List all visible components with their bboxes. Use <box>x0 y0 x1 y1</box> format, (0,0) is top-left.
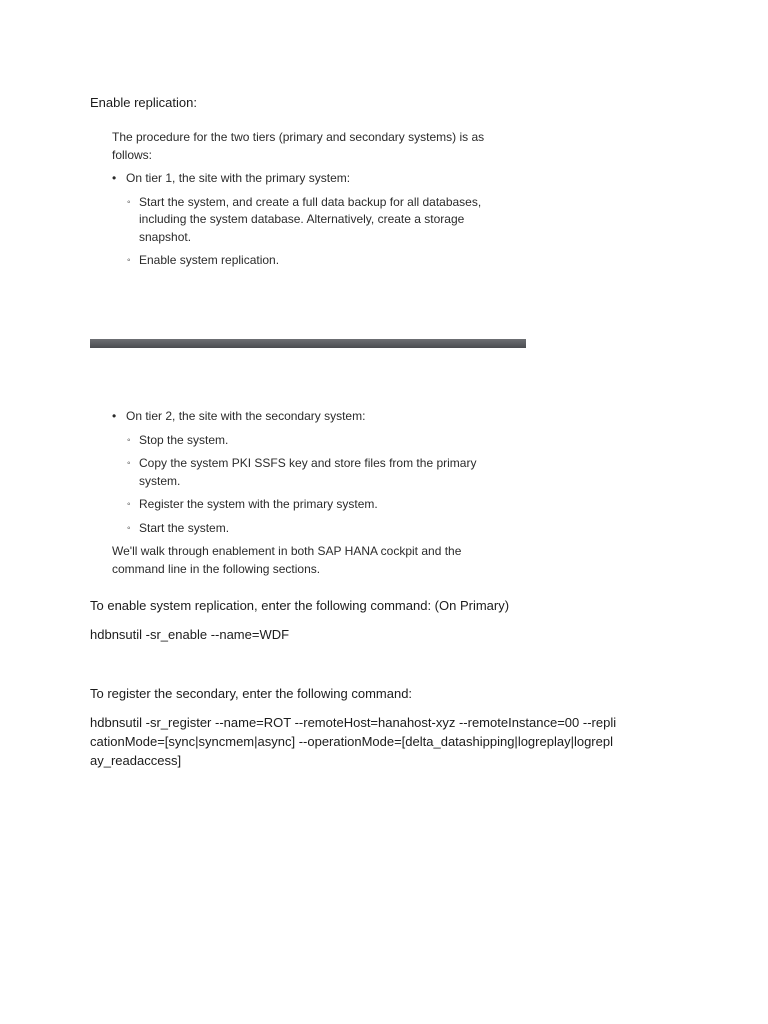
secondary-command: hdbnsutil -sr_register --name=ROT --remoteHost=hanahost-xyz --remoteInstance=00 --replicationMode=[sync|syncmem|async] --operationMode=[delta_datashipping|logreplay|logreplay_readaccess] <box>90 715 617 768</box>
tier2-step <box>112 432 492 450</box>
tier2-step <box>112 455 494 490</box>
bullet-icon: • <box>112 409 117 423</box>
sub-bullet-icon: ◦ <box>127 196 131 208</box>
tier1-step-text: Start the system, and create a full data backup for all databases, including the system database. Alternatively, create a storage snapshot. <box>139 194 482 244</box>
tier2-step-text: Start the system. <box>139 520 230 535</box>
sub-bullet-icon: ◦ <box>127 255 131 266</box>
sub-bullet-icon: ◦ <box>127 522 131 534</box>
sub-bullet-icon: ◦ <box>127 458 131 469</box>
tier1-line: On tier 1, the site with the primary system: <box>126 171 351 185</box>
tier1-step <box>112 252 492 270</box>
tier1-step-text: Enable system replication. <box>139 253 280 267</box>
secondary-instruction: To register the secondary, enter the following command: <box>90 686 413 701</box>
sub-bullet-icon: ◦ <box>127 434 131 446</box>
tier2-step <box>112 496 492 514</box>
tier2-step-text: Copy the system PKI SSFS key and store files from the primary system. <box>139 456 477 488</box>
tier2-step-text: Register the system with the primary system. <box>139 497 378 511</box>
tier1-step <box>112 194 489 247</box>
bullet-icon: • <box>112 171 117 185</box>
sub-bullet-icon: ◦ <box>127 499 131 510</box>
tier2-bullet <box>112 408 492 426</box>
tier2-step-text: Stop the system. <box>139 432 229 447</box>
primary-instruction: To enable system replication, enter the following command: (On Primary) <box>90 598 510 613</box>
procedure-intro: The procedure for the two tiers (primary and secondary systems) is as follows: <box>112 130 485 162</box>
closing-note: We'll walk through enablement in both SAP HANA cockpit and the command line in the following sections. <box>112 544 462 576</box>
tier2-step <box>112 520 492 538</box>
primary-command: hdbnsutil -sr_enable --name=WDF <box>90 627 290 642</box>
tier1-bullet <box>112 170 492 188</box>
excerpt-image-tier1 <box>112 129 492 270</box>
excerpt-image-tier2 <box>112 408 492 578</box>
divider-bar <box>90 339 526 348</box>
tier2-line: On tier 2, the site with the secondary system: <box>126 409 366 423</box>
intro-heading: Enable replication: <box>90 95 197 110</box>
